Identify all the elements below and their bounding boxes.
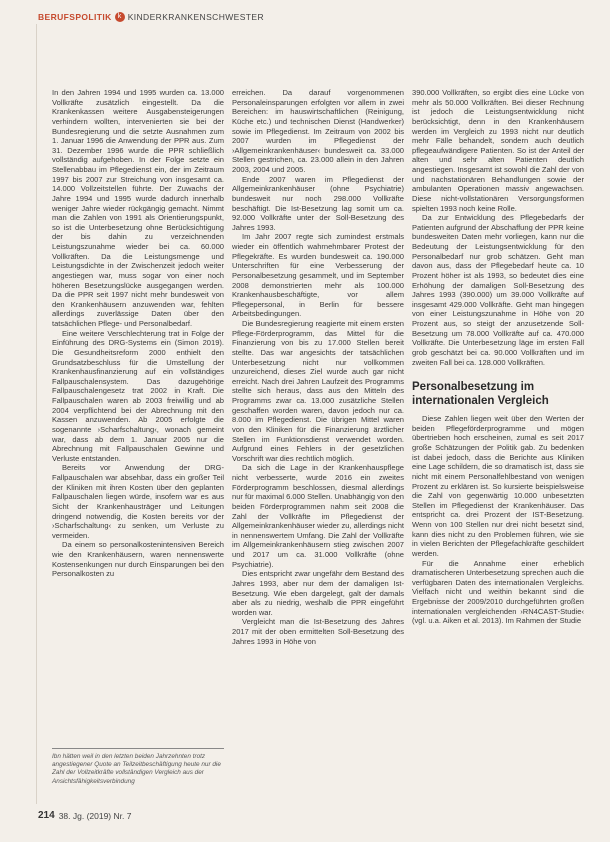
- paragraph: Dies entspricht zwar ungefähr dem Bestand des Jahres 1993, aber nur dem der damaligen Ist-Besetzung. Wie eben dargelegt, galt der damals aber als zu niedrig, weshalb die PPR eingeführt worden war.: [232, 569, 404, 617]
- issue-info: 38. Jg. (2019) Nr. 7: [58, 810, 132, 821]
- paragraph: Bereits vor Anwendung der DRG-Fallpauschalen war absehbar, dass ein großer Teil der Kliniken mit ihren Kosten über den geplanten Fallpauschalen liegen würde, insofern war es aus Sicht der Krankenhausträger und Leitungen dringend notwendig, die Kosten bereits vor der ›Scharfschaltung‹ zu senken, um Verluste zu vermeiden.: [52, 463, 224, 540]
- paragraph: Vergleicht man die Ist-Besetzung des Jahres 2017 mit der oben ermittelten Soll-Besetzung des Jahres 1993 in Höhe von: [232, 617, 404, 646]
- journal-logo-icon: k: [115, 12, 125, 22]
- column-1: [52, 88, 224, 579]
- page-number: 214: [38, 810, 55, 821]
- paragraph: 390.000 Vollkräften, so ergibt dies eine Lücke von mehr als 50.000 Vollkräften. Bei dieser Rechnung ist jedoch die Leistungsentwicklung nicht berücksichtigt, denn in den Krankenhäusern werden im Vergleich zu 1993 nicht nur deutlich mehr Fälle behandelt, sondern auch deutlich pflegeaufwändigere Patienten. So ist der Anteil der alten und sehr alten Patienten deutlich angestiegen. Insgesamt ist sowohl die Zahl der von und nachstationären Behandlungen sowie der ambulanten Operationen massiv angewachsen. Diese nicht-vollstationären Versorgungsformen spielten 1993 noch keine Rolle.: [412, 88, 584, 213]
- paragraph: Ende 2007 waren im Pflegedienst der Allgemeinkrankenhäuser (ohne Psychiatrie) bundesweit nur noch 298.000 Vollkräfte beschäftigt. Die Ist-Besetzung lag somit um ca. 92.000 Vollkräfte unter der Soll-Besetzung des Jahres 1993.: [232, 174, 404, 232]
- running-header: [38, 12, 264, 22]
- paragraph: Im Jahr 2007 regte sich zumindest erstmals wieder ein öffentlich wahrnehmbarer Protest der Pflegekräfte. Es wurden bundesweit ca. 190.000 Unterschriften für eine Verbesserung der Personalbesetzung gesammelt, und im September 2008 demonstrierten mehr als 100.000 Krankenhausbeschäftigte, vor allem Pflegepersonal, in Berlin für bessere Arbeitsbedingungen.: [232, 232, 404, 319]
- section-heading: Personalbesetzung im internationalen Vergleich: [412, 381, 549, 407]
- paragraph: Eine weitere Verschlechterung trat in Folge der Einführung des DRG-Systems ein (Simon 2019). Die Gesundheitsreform 2000 enthielt den Grundsatzbeschluss für die Umstellung der Krankenhausfinanzierung auf ein vollständiges Fallpauschalensystem. Das dazugehörige Fallpauschalengesetz trat 2002 in Kraft. Die Fallpauschalen waren ab 2003 freiwillig und ab 2004 verpflichtend bei der Abrechnung mit den Kassen anzuwenden. Ab 2005 erfolgte die sogenannte ›Scharfschaltung‹, wonach gemeint war, dass ab dem 1. Januar 2005 nur die Abrechnung mit Fallpauschalen Gewinne und Verluste entstanden.: [52, 328, 224, 463]
- footnote: Ibn hätten weil in den letzten beiden Jahrzehnten trotz angestiegener Quote an Teilzeitbeschäftigung heute nur die Zahl der Vollzeitkräfte vollständigen Vergleich aus der Ansichtsfähigkeitsverbindung: [52, 748, 224, 786]
- paragraph: Diese Zahlen liegen weit über den Werten der beiden Pflegeförderprogramme und mögen übertrieben hoch erscheinen, zumal es seit 2017 große Schätzungen der Politik gab. Zu bedenken ist dabei jedoch, dass die Berichte aus Kliniken eine Lage schildern, die so dramatisch ist, dass sie nicht mit einem Personalfehlbestand von wenigen Prozent zu erklären ist. So kursierte beispielsweise die Zahl von gegenwärtig 10.000 unbesetzten Stellen im Pflegedienst der Krankenhäuser. Das entspricht ca. drei Prozent der IST-Besetzung. Wenn von 100 Stellen nur drei nicht besetzt sind, kann dies nicht zu den Problemen führen, wie sie in vielen Berichten der Pflegefachkräfte geschildert werden.: [412, 414, 584, 558]
- column-2: [232, 88, 404, 646]
- section-label: BERUFSPOLITIK: [38, 12, 112, 22]
- paragraph: Die Bundesregierung reagierte mit einem ersten Pflege-Förderprogramm, das Mittel für die Finanzierung von bis zu 17.000 Stellen bereit stellte. Das war angesichts der tatsächlichen Unterbesetzung nicht nur vollkommen unzureichend, dieses Ziel wurde auch gar nicht erreicht. Nach drei Jahren Laufzeit des Programms stellte sich heraus, dass aus den Mitteln des Programms zwar ca. 13.000 zusätzliche Stellen geschaffen worden waren, davon jedoch nur ca. 8.000 im Pflegedienst. Die übrigen Mittel waren von den Kliniken für die Finanzierung ärztlicher Stellen im Funktionsdienst verwendet worden. Aufgrund eines Fehlers in der gesetzlichen Vorschrift war dies rechtlich möglich.: [232, 319, 404, 463]
- paragraph: Da sich die Lage in der Krankenhauspflege nicht verbesserte, wurde 2016 ein zweites Förderprogramm beschlossen, diesmal allerdings nur für maximal 6.000 Stellen. Unabhängig von den beiden Förderprogrammen nahm seit 2008 die Zahl der Vollkräfte im Pflegedienst der Allgemeinkrankenhäuser wieder zu, allerdings nicht in nennenswertem Umfang. Die Zahl der Vollkräfte im Allgemeinkrankenhäusern stieg zwischen 2007 und 2017 um ca. 31.000 Vollkräfte (ohne Psychiatrie).: [232, 463, 405, 569]
- paragraph: Da zur Entwicklung des Pflegebedarfs der Patienten aufgrund der Abschaffung der PPR keine bundesweiten Daten mehr vorliegen, kann nur die Bedeutung der Leistungsentwicklung für den Personalbedarf nur grob schätzen. Geht man davon aus, dass der Pflegebedarf heute ca. 10 Prozent höher ist als 1993, so bedeutet dies eine Erhöhung der damaligen Soll-Besetzung des Jahres 1993 (390.000) um 39.000 Vollkräfte auf insgesamt 429.000 Vollkräfte. Geht man hingegen von einer Leistungszunahme in Höhe von 20 Prozent aus, so steigt der anzusetzende Soll-Besetzung um 78.000 Vollkräfte auf ca. 470.000 Vollkräfte. Die Unterbesetzung läge im ersten Fall grob geschätzt bei ca. 90.000 Vollkräften und im zweiten Fall bei ca. 128.000 Vollkräften.: [412, 213, 584, 367]
- paragraph: Da einem so personalkostenintensiven Bereich wie den Krankenhäusern, waren nennenswerte Kostensenkungen nur durch Einsparungen bei den Personalkosten zu: [52, 540, 224, 579]
- page-margin-rule: [36, 24, 37, 804]
- journal-name: KINDERKRANKENSCHWESTER: [127, 12, 265, 22]
- page-footer: [38, 810, 131, 821]
- paragraph: erreichen. Da darauf vorgenommenen Personaleinsparungen erfolgten vor allem in zwei Bereichen: im hauswirtschaftlichen (Reinigung, Küche etc.) und technischen Dienst (Handwerker) sowie im Pflegedienst. Im Zeitraum von 2002 bis 2007 wurden im Pflegedienst der ›Allgemeinkrankenhäuser‹ bundesweit ca. 33.000 Stellen gestrichen, ca. 23.000 allein in den Jahren 2003, 2004 und 2005.: [232, 88, 404, 174]
- column-3: [412, 88, 584, 626]
- paragraph: In den Jahren 1994 und 1995 wurden ca. 13.000 Vollkräfte zusätzlich eingestellt. Da die Krankenkassen weitere Ausgabensteigerungen verhindern wollten, intervenierten sie bei der Bundesregierung und die setzte Ausnahmen zum 1. Januar 1996 die Anwendung der PPR aus. Zum 31. Dezember 1996 wurde die PPR schließlich vollständig aufgehoben. In der Folge setzte ein Stellenabbau im Pflegedienst ein, der im Zeitraum 1997 bis 2007 zur Streichung von insgesamt ca. 14.000 Vollzeitstellen führte. Der Zuwachs der Jahre 1994 und 1995 wurde dadurch innerhalb weniger Jahre wieder rückgängig gemacht. Nimmt man die Zahlen von 1991 als Orientierungspunkt, so ist die Unterbesetzung ohne Berücksichtigung der bis dahin zu verzeichnenden Leistungszunahme wieder bei ca. 60.000 Vollkräften. Da die Leistungsmenge und Leistungsdichte in der Zwischenzeit jedoch weiter angestiegen war, muss sogar von einer noch höheren Besetzungslücke ausgegangen werden. Da die PPR seit 1997 nicht mehr bundesweit von den Krankenhäusern anzuwenden war, fehlten allerdings zuverlässige Daten über den tatsächlichen Pflege- und Personalbedarf.: [52, 88, 224, 328]
- paragraph: Für die Annahme einer erheblich dramatischeren Unterbesetzung sprechen auch die verfügbaren Daten des internationalen Vergleichs. Vielfach nicht und weithin bekannt sind die Ergebnisse der 2009/2010 durchgeführten großen internationalen vergleichenden ›RN4CAST-Studie‹ (vgl. u.a. Aiken et al. 2013). Im Rahmen der Studie: [412, 558, 584, 626]
